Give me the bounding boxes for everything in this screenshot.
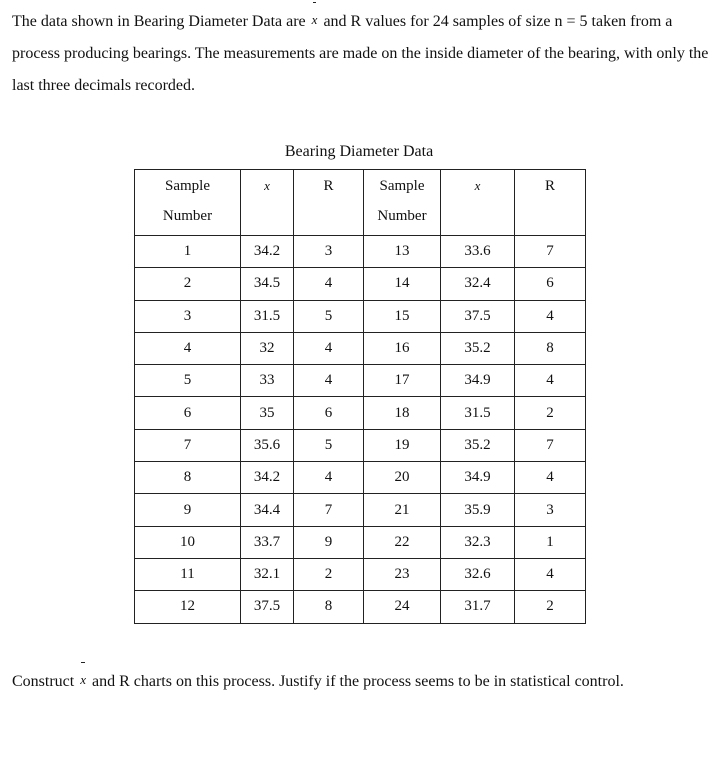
cell-sample: 1	[135, 236, 241, 268]
cell-sample: 6	[135, 397, 241, 429]
cell-r: 4	[515, 462, 586, 494]
table-row	[135, 300, 586, 332]
cell-r: 7	[294, 494, 364, 526]
table-row	[135, 268, 586, 300]
cell-xbar: 35.9	[441, 494, 515, 526]
cell-sample: 15	[364, 300, 441, 332]
cell-sample: 4	[135, 332, 241, 364]
cell-r: 4	[515, 300, 586, 332]
cell-xbar: 32.4	[441, 268, 515, 300]
xbar-symbol: x	[78, 664, 88, 696]
cell-sample: 10	[135, 526, 241, 558]
cell-r: 3	[515, 494, 586, 526]
cell-sample: 20	[364, 462, 441, 494]
cell-r: 4	[294, 462, 364, 494]
cell-r: 2	[515, 591, 586, 623]
cell-r: 7	[515, 236, 586, 268]
table-row	[135, 462, 586, 494]
cell-xbar: 35	[241, 397, 294, 429]
table-row	[135, 494, 586, 526]
xbar-symbol: x	[310, 4, 320, 36]
header-sample-number-left: Sample Number	[135, 170, 241, 236]
cell-sample: 17	[364, 365, 441, 397]
cell-xbar: 33.7	[241, 526, 294, 558]
header-r-left: R	[294, 170, 364, 236]
cell-xbar: 34.2	[241, 236, 294, 268]
cell-sample: 13	[364, 236, 441, 268]
cell-sample: 5	[135, 365, 241, 397]
cell-xbar: 34.9	[441, 365, 515, 397]
cell-r: 4	[294, 332, 364, 364]
header-r-right: R	[515, 170, 586, 236]
table-row	[135, 558, 586, 590]
table-header-row	[135, 170, 586, 236]
header-xbar-right: x	[441, 170, 515, 236]
question-text-start: Construct	[12, 673, 75, 690]
cell-sample: 24	[364, 591, 441, 623]
question-text-end: and R charts on this process. Justify if the process seems to be in statistical control.	[92, 673, 624, 690]
intro-text-end: and R values for 24 samples of size n = 5 taken from a process producing bearings. The measurements are made on the inside diameter of the bearing, with only the last three decimals recorded.	[12, 13, 709, 94]
cell-xbar: 35.6	[241, 429, 294, 461]
intro-text-start: The data shown in Bearing Diameter Data are	[12, 13, 306, 30]
cell-sample: 9	[135, 494, 241, 526]
cell-sample: 16	[364, 332, 441, 364]
cell-r: 5	[294, 429, 364, 461]
cell-sample: 3	[135, 300, 241, 332]
table-row	[135, 591, 586, 623]
header-xbar-left: x	[241, 170, 294, 236]
cell-sample: 8	[135, 462, 241, 494]
table-row	[135, 365, 586, 397]
cell-xbar: 34.4	[241, 494, 294, 526]
table-row	[135, 332, 586, 364]
cell-xbar: 32.6	[441, 558, 515, 590]
table-row	[135, 526, 586, 558]
cell-sample: 18	[364, 397, 441, 429]
cell-xbar: 31.5	[441, 397, 515, 429]
cell-r: 1	[515, 526, 586, 558]
cell-xbar: 37.5	[441, 300, 515, 332]
cell-r: 8	[294, 591, 364, 623]
cell-sample: 14	[364, 268, 441, 300]
cell-xbar: 33.6	[441, 236, 515, 268]
cell-xbar: 35.2	[441, 332, 515, 364]
table-row	[135, 236, 586, 268]
table-title: Bearing Diameter Data	[284, 143, 434, 160]
cell-r: 6	[294, 397, 364, 429]
cell-xbar: 34.2	[241, 462, 294, 494]
cell-sample: 2	[135, 268, 241, 300]
cell-r: 4	[294, 268, 364, 300]
cell-xbar: 31.5	[241, 300, 294, 332]
intro-paragraph	[12, 4, 712, 102]
cell-r: 5	[294, 300, 364, 332]
cell-sample: 21	[364, 494, 441, 526]
cell-xbar: 37.5	[241, 591, 294, 623]
cell-xbar: 35.2	[441, 429, 515, 461]
table-row	[135, 397, 586, 429]
cell-xbar: 34.5	[241, 268, 294, 300]
cell-r: 2	[515, 397, 586, 429]
cell-xbar: 33	[241, 365, 294, 397]
cell-r: 4	[515, 558, 586, 590]
cell-r: 6	[515, 268, 586, 300]
cell-r: 2	[294, 558, 364, 590]
cell-xbar: 32.3	[441, 526, 515, 558]
cell-r: 3	[294, 236, 364, 268]
cell-sample: 19	[364, 429, 441, 461]
table-row	[135, 429, 586, 461]
cell-xbar: 32.1	[241, 558, 294, 590]
cell-xbar: 31.7	[441, 591, 515, 623]
question-paragraph	[12, 664, 712, 698]
cell-sample: 22	[364, 526, 441, 558]
cell-sample: 12	[135, 591, 241, 623]
header-sample-number-right: Sample Number	[364, 170, 441, 236]
cell-xbar: 34.9	[441, 462, 515, 494]
cell-r: 9	[294, 526, 364, 558]
cell-sample: 23	[364, 558, 441, 590]
cell-sample: 7	[135, 429, 241, 461]
bearing-diameter-table	[134, 169, 586, 624]
cell-sample: 11	[135, 558, 241, 590]
cell-r: 7	[515, 429, 586, 461]
cell-r: 8	[515, 332, 586, 364]
cell-r: 4	[294, 365, 364, 397]
cell-r: 4	[515, 365, 586, 397]
cell-xbar: 32	[241, 332, 294, 364]
